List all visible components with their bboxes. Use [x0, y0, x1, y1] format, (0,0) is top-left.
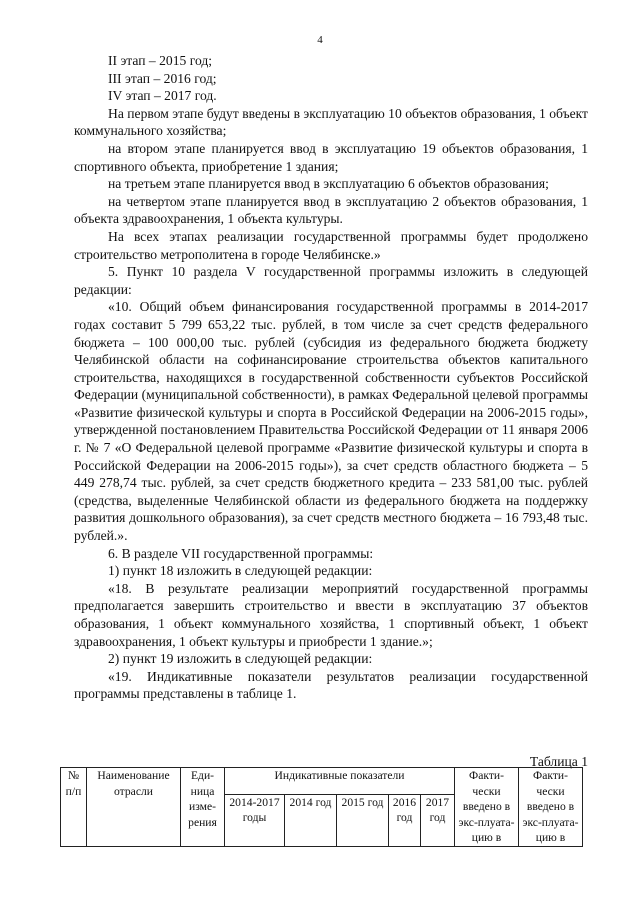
header-cell-2014: 2014 год [285, 794, 337, 846]
paragraph: 2) пункт 19 изложить в следующей редакции: [108, 651, 373, 667]
paragraph: «18. В результате реализации мероприятий государственной программы предполагается завершить строительство и ввести в эксплуатацию 37 объектов образования, 1 объект коммунального хозяйства, 1 спортивный объект, 1 объект здравоохранения, 1 объект культуры и приобрести 1 здание.»; [74, 580, 588, 649]
table-header-row [61, 768, 583, 795]
header-cell-2015: 2015 год [337, 794, 389, 846]
header-cell-2014-2017: 2014-2017 годы [225, 794, 285, 846]
paragraph: на третьем этапе планируется ввод в эксплуатацию 6 объектов образования; [108, 176, 549, 192]
header-cell-fact-1: Факти-чески введено в экс-плуата-цию в [455, 768, 519, 847]
page-number: 4 [317, 34, 323, 46]
header-cell-indicators: Индикативные показатели [225, 768, 455, 795]
paragraph: 6. В разделе VII государственной программы: [108, 545, 374, 561]
paragraph: На первом этапе будут введены в эксплуатацию 10 объектов образования, 1 объект коммунального хозяйства; [74, 105, 588, 139]
paragraph: «10. Общий объем финансирования государственной программы в 2014-2017 годах составит 5 799 653,22 тыс. рублей, в том числе за счет средств федерального бюджета – 100 000,00 тыс. рублей (субсидия из федерального бюджета бюджету Челябинской области на софинансирование строительства объектов капитального строительства, находящихся в государственной собственности субъектов Российской Федерации (муниципальной собственности), в рамках Федеральной целевой программы «Развитие физической культуры и спорта в Российской Федерации на 2006-2015 годы», утвержденной постановлением Правительства Российской Федерации от 11 января 2006 г. № 7 «О Федеральной целевой программе «Развитие физической культуры и спорта в Российской Федерации на 2006-2015 годы»), за счет средств областного бюджета – 5 449 278,74 тыс. рублей, за счет средств бюджетного кредита – 233 581,00 тыс. рублей (средства, выделенные Челябинской области из федерального бюджета на поддержку развития дошкольного образования), за счет средств местного бюджета – 16 793,48 тыс. рублей.». [74, 299, 588, 544]
paragraph: 5. Пункт 10 раздела V государственной программы изложить в следующей редакции: [74, 264, 588, 297]
paragraph: на четвертом этапе планируется ввод в эксплуатацию 2 объектов образования, 1 объекта здравоохранения, 1 объекта культуры. [74, 193, 588, 227]
header-cell-2016: 2016 год [389, 794, 421, 846]
header-cell-number: № п/п [61, 768, 87, 847]
paragraph: III этап – 2016 год; [108, 70, 217, 86]
document-body [74, 52, 588, 703]
paragraph: IV этап – 2017 год. [108, 88, 217, 104]
header-cell-name: Наименование отрасли [87, 768, 181, 847]
indicators-table [60, 767, 583, 847]
paragraph: II этап – 2015 год; [108, 53, 213, 68]
header-cell-unit: Еди-ница изме-рения [181, 768, 225, 847]
table-caption: Таблица 1 [529, 754, 588, 769]
header-cell-fact-2: Факти-чески введено в экс-плуата-цию в [519, 768, 583, 847]
paragraph: «19. Индикативные показатели результатов реализации государственной программы представлены в таблице 1. [74, 668, 588, 702]
paragraph: 1) пункт 18 изложить в следующей редакции: [108, 563, 373, 579]
header-cell-2017: 2017 год [421, 794, 455, 846]
paragraph: на втором этапе планируется ввод в эксплуатацию 19 объектов образования, 1 спортивного объекта, приобретение 1 здания; [74, 140, 588, 174]
paragraph: На всех этапах реализации государственной программы будет продолжено строительство метрополитена в городе Челябинске.» [74, 228, 588, 262]
